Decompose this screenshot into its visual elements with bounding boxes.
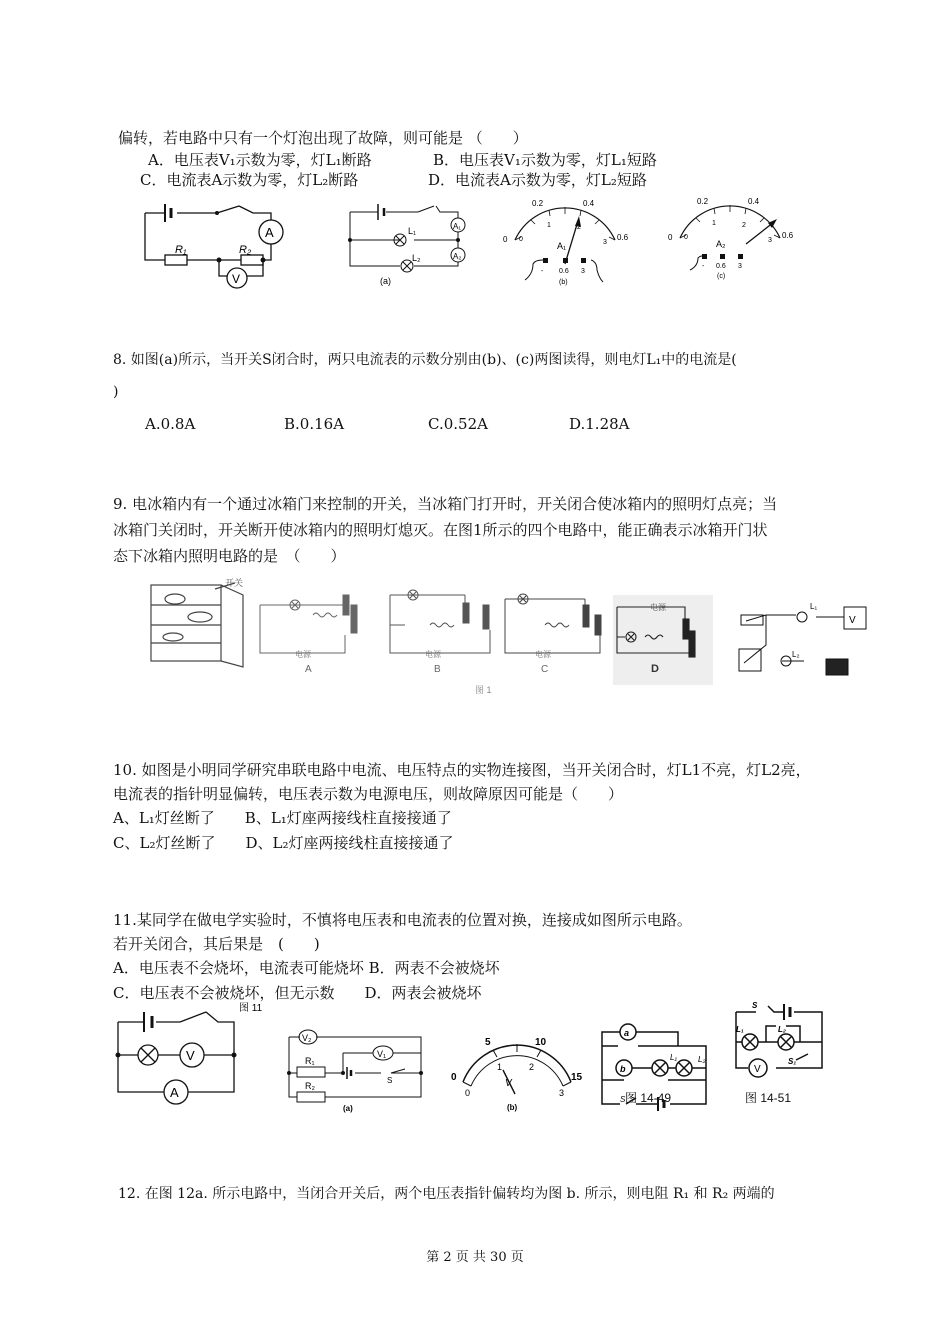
tick-0: 0 <box>668 233 673 242</box>
tick-0b: 0 <box>684 234 688 241</box>
ammeter-b-figure <box>497 194 637 294</box>
q7-option-d: D．电流表A示数为零，灯L₂短路 <box>428 171 647 189</box>
q8-option-d: D.1.28A <box>569 415 630 433</box>
a2-label: A₂ <box>453 252 462 261</box>
v2-label: V₂ <box>302 1033 312 1043</box>
ammeter-label: A <box>265 225 274 240</box>
tick-0b: 0 <box>519 236 523 243</box>
q12-line-1: 12. 在图 12a. 所示电路中，当闭合开关后，两个电压表指针偏转均为图 b. 所示，则电阻 R₁ 和 R₂ 两端的 <box>118 1186 775 1202</box>
letter-c: C <box>541 664 549 675</box>
caption-a: (a) <box>380 276 391 286</box>
letter-b: B <box>434 664 441 675</box>
tick-0-4: 0.4 <box>748 197 760 206</box>
q8-option-c: C.0.52A <box>428 415 488 433</box>
series-circuit-figure <box>135 198 295 293</box>
q8-option-a: A.0.8A <box>145 415 196 433</box>
tick-1: 1 <box>712 220 716 227</box>
two-voltmeters-circuit-a-figure <box>285 1025 430 1115</box>
caption-a: (a) <box>343 1104 353 1113</box>
q7-stem-tail: 偏转，若电路中只有一个灯泡出现了故障，则可能是 （ ） <box>118 129 528 147</box>
tick-0-6: 0.6 <box>617 233 629 242</box>
tick-0-6: 0.6 <box>782 231 794 240</box>
l1-label: L₁ <box>736 1025 744 1034</box>
l2-label: L₂ <box>698 1055 706 1064</box>
tick-0-2: 0.2 <box>532 199 544 208</box>
tick-3: 3 <box>768 237 772 244</box>
r1-label: R₁ <box>305 1056 315 1066</box>
lamp-1-label: L₁ <box>810 602 818 611</box>
tick-top-10: 10 <box>535 1037 547 1048</box>
v1-label: V₁ <box>377 1049 387 1059</box>
real-circuit-figure <box>736 595 871 685</box>
power-label-d: 电源 <box>650 603 666 612</box>
r2-label: R₂ <box>305 1081 315 1091</box>
fridge-icon <box>151 583 243 667</box>
q11-line-1: 11.某同学在做电学实验时，不慎将电压表和电流表的位置对换，连接成如图所示电路。 <box>113 911 692 929</box>
power-label-a: 电源 <box>295 650 311 659</box>
r1-label: R₁ <box>175 244 187 256</box>
tick-top-15: 15 <box>571 1072 583 1083</box>
term-3: 3 <box>738 263 742 270</box>
tick-top-0: 0 <box>451 1072 457 1083</box>
q11-line-2: 若开关闭合，其后果是 ( ) <box>113 935 320 953</box>
tick-bottom-3: 3 <box>559 1088 565 1098</box>
switch-s-label: S <box>387 1076 393 1085</box>
letter-d: D <box>651 663 659 675</box>
figure-1-caption: 图 1 <box>475 685 492 695</box>
letter-a: A <box>305 664 312 675</box>
q7-option-c: C．电流表A示数为零，灯L₂断路 <box>140 171 359 189</box>
tick-bottom-1: 1 <box>497 1062 503 1072</box>
ammeter-c-figure <box>662 192 802 288</box>
fridge-circuits-figure <box>145 575 725 700</box>
switch-s-label: S <box>752 1001 758 1010</box>
caption-c: (c) <box>717 273 726 280</box>
term-neg: - <box>702 263 705 270</box>
q11-options-cd: C．电压表不会被烧坏，但无示数 D．两表会被烧坏 <box>113 984 482 1002</box>
caption-b: (b) <box>507 1103 518 1112</box>
figure-14-49-caption: 图 14-49 <box>625 1091 672 1105</box>
lamp-2-label: L₂ <box>792 650 800 659</box>
voltmeter-b-figure <box>443 1030 593 1115</box>
meter-v-label: V <box>505 1078 512 1089</box>
circuit-14-51-figure <box>730 998 830 1088</box>
q8-stem: 8. 如图(a)所示，当开关S闭合时，两只电流表的示数分别由(b)、(c)两图读得，则电灯L₁中的电流是( <box>113 352 737 368</box>
tick-1: 1 <box>547 222 551 229</box>
q9-line-2: 冰箱门关闭时，开关断开使冰箱内的照明灯熄灭。在图1所示的四个电路中，能正确表示冰箱开门状 <box>113 521 768 539</box>
swapped-meters-circuit-figure <box>108 1000 263 1110</box>
tick-top-5: 5 <box>485 1037 491 1048</box>
tick-bottom-2: 2 <box>529 1062 535 1072</box>
switch-s-label: S <box>620 1095 626 1104</box>
meter-b-label: b <box>620 1064 626 1074</box>
power-label-c: 电源 <box>535 650 551 659</box>
page-footer: 第 2 页 共 30 页 <box>426 1250 524 1265</box>
power-label-b: 电源 <box>425 650 441 659</box>
q10-line-1: 10. 如图是小明同学研究串联电路中电流、电压特点的实物连接图，当开关闭合时，灯L1不亮，灯L2亮， <box>113 761 811 779</box>
term-neg: - <box>541 268 544 275</box>
q9-line-3: 态下冰箱内照明电路的是 （ ） <box>113 547 346 565</box>
q11-options-ab: A．电压表不会烧坏，电流表可能烧坏 B．两表不会被烧坏 <box>113 959 500 977</box>
a1-label: A₁ <box>453 222 462 231</box>
q8-stem-close: ) <box>113 384 119 400</box>
q7-option-b: B．电压表V₁示数为零，灯L₁短路 <box>433 151 657 169</box>
meter-a-label: a <box>624 1028 630 1038</box>
q7-option-a: A．电压表V₁示数为零，灯L₁断路 <box>148 151 372 169</box>
q8-option-b: B.0.16A <box>284 415 345 433</box>
tick-2: 2 <box>577 224 581 231</box>
tick-3: 3 <box>603 239 607 246</box>
l2-label: L₂ <box>778 1025 786 1034</box>
parallel-circuit-a-figure <box>340 200 470 290</box>
q10-options-ab: A、L₁灯丝断了 B、L₁灯座两接线柱直接接通了 <box>113 809 452 827</box>
caption-b: (b) <box>559 279 568 286</box>
tick-0-4: 0.4 <box>583 199 595 208</box>
figure-14-51-caption: 图 14-51 <box>745 1091 792 1105</box>
l1-label: L₁ <box>670 1053 677 1062</box>
meter-b-label: A₁ <box>557 241 567 251</box>
term-3: 3 <box>581 268 585 275</box>
voltmeter-label: V <box>754 1064 761 1075</box>
voltmeter-face: V <box>849 615 856 626</box>
tick-0: 0 <box>503 235 508 244</box>
l2-label: L₂ <box>412 253 421 263</box>
term-0-6: 0.6 <box>559 268 569 275</box>
tick-bottom-0: 0 <box>465 1088 471 1098</box>
q9-line-1: 9. 电冰箱内有一个通过冰箱门来控制的开关，当冰箱门打开时，开关闭合使冰箱内的照明灯点亮；当 <box>113 495 778 513</box>
c1-ammeter: A <box>170 1085 179 1100</box>
q10-line-2: 电流表的指针明显偏转，电压表示数为电源电压，则故障原因可能是（ ） <box>113 785 624 803</box>
tick-2: 2 <box>742 222 746 229</box>
voltmeter-label: V <box>232 272 241 286</box>
c1-voltmeter: V <box>186 1048 195 1063</box>
l1-label: L₁ <box>408 226 417 236</box>
switch-label: 开关 <box>225 578 244 588</box>
switch-s1-label: S₁ <box>788 1057 797 1066</box>
r2-label: R₂ <box>239 244 252 256</box>
q10-options-cd: C、L₂灯丝断了 D、L₂灯座两接线柱直接接通了 <box>113 834 454 852</box>
term-0-6: 0.6 <box>716 263 726 270</box>
figure-11-caption: 图 11 <box>239 1003 263 1014</box>
meter-c-label: A₂ <box>716 239 726 249</box>
tick-0-2: 0.2 <box>697 197 709 206</box>
